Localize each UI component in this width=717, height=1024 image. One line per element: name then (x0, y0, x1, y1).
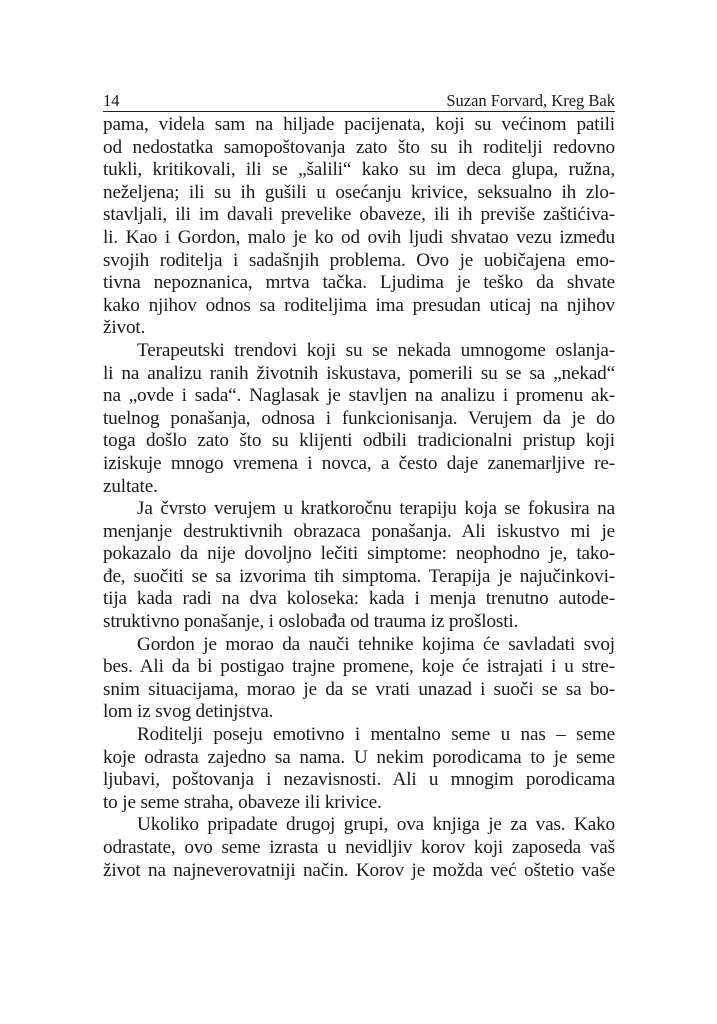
text-line: menjanje destruktivnih obrazaca ponašanja. Ali iskustvo mi je (103, 520, 615, 542)
text-line: Ja čvrsto verujem u kratkoročnu terapiju koja se fokusira na (137, 498, 615, 520)
text-line: na „ovde i sada“. Naglasak je stavljen na analizu i promenu ak- (103, 385, 615, 407)
text-line: život na najneverovatniji način. Korov je možda već oštetio vaše (103, 859, 615, 881)
text-line: snim situacijama, morao je da se vrati unazad i suoči se sa bo- (103, 678, 615, 700)
text-line: pokazalo da nije dovoljno lečiti simptome: neophodno je, tako- (103, 543, 615, 565)
text-line: tukli, kritikovali, ili se „šalili“ kako su im deca glupa, ružna, (103, 159, 615, 181)
paragraph-6 (103, 814, 615, 882)
text-line: stavljali, ili im davali prevelike obaveze, ili ih previše zaštićiva- (103, 204, 615, 226)
running-title: Suzan Forvard, Kreg Bak (446, 91, 615, 110)
paragraph-5 (103, 724, 615, 814)
text-line: lom iz svog detinjstva. (103, 701, 274, 723)
text-line: tija kada radi na dva koloseka: kada i menja trenutno autode- (103, 588, 615, 610)
text-line: život. (103, 317, 146, 339)
text-line: tuelnog ponašanja, odnosa i funkcionisanja. Verujem da je do (103, 407, 615, 429)
text-line: Ukoliko pripadate drugoj grupi, ova knjiga je za vas. Kako (137, 814, 615, 836)
text-line: pama, videla sam na hiljade pacijenata, koji su većinom patili (103, 114, 615, 135)
page-number: 14 (103, 91, 120, 110)
text-line: od nedostatka samopoštovanja zato što su ih roditelji redovno (103, 136, 615, 158)
running-header (103, 92, 615, 112)
text-line: li. Kao i Gordon, malo je ko od ovih ljudi shvatao vezu između (103, 226, 615, 248)
paragraph-1 (103, 114, 615, 340)
text-line: toga došlo zato što su klijenti odbili tradicionalni pristup koji (103, 430, 615, 452)
text-line: li na analizu ranih životnih iskustava, pomerili su se sa „nekad“ (103, 362, 615, 384)
text-line: svojih roditelja i sadašnjih problema. Ovo je uobičajena emo- (103, 249, 615, 271)
text-line: zultate. (103, 475, 158, 497)
text-line: iziskuje mnogo vremena i novca, a često daje zanemarljive re- (103, 452, 615, 474)
body-text (103, 114, 615, 882)
text-line: koje odrasta zajedno sa nama. U nekim porodicama to je seme (103, 746, 615, 768)
text-line: neželjena; ili su ih gušili u osećanju krivice, seksualno ih zlo- (103, 181, 615, 203)
text-line: Gordon je morao da nauči tehnike kojima će savladati svoj (137, 633, 615, 655)
text-line: Roditelji poseju emotivno i mentalno seme u nas – seme (137, 724, 615, 746)
text-line: Terapeutski trendovi koji su se nekada umnogome oslanja- (137, 339, 615, 361)
text-line: to je seme straha, obaveze ili krivice. (103, 791, 382, 813)
text-line: tivna nepoznanica, mrtva tačka. Ljudima je teško da shvate (103, 272, 615, 294)
text-line: odrastate, ovo seme izrasta u nevidljiv korov koji zaposeda vaš (103, 837, 615, 858)
paragraph-4 (103, 634, 615, 724)
paragraph-2 (103, 340, 615, 498)
text-line: kako njihov odnos sa roditeljima ima presudan uticaj na njihov (103, 294, 615, 316)
text-line: struktivno ponašanje, i oslobađa od trauma iz prošlosti. (103, 611, 519, 633)
text-line: ljubavi, poštovanja i nezavisnosti. Ali u mnogim porodicama (103, 769, 615, 791)
paragraph-3 (103, 498, 615, 634)
text-line: bes. Ali da bi postigao trajne promene, koje će istrajati i u stre- (103, 656, 615, 678)
text-line: đe, suočiti se sa izvorima tih simptoma. Terapija je najučinkovi- (103, 565, 615, 587)
book-page (103, 92, 615, 882)
